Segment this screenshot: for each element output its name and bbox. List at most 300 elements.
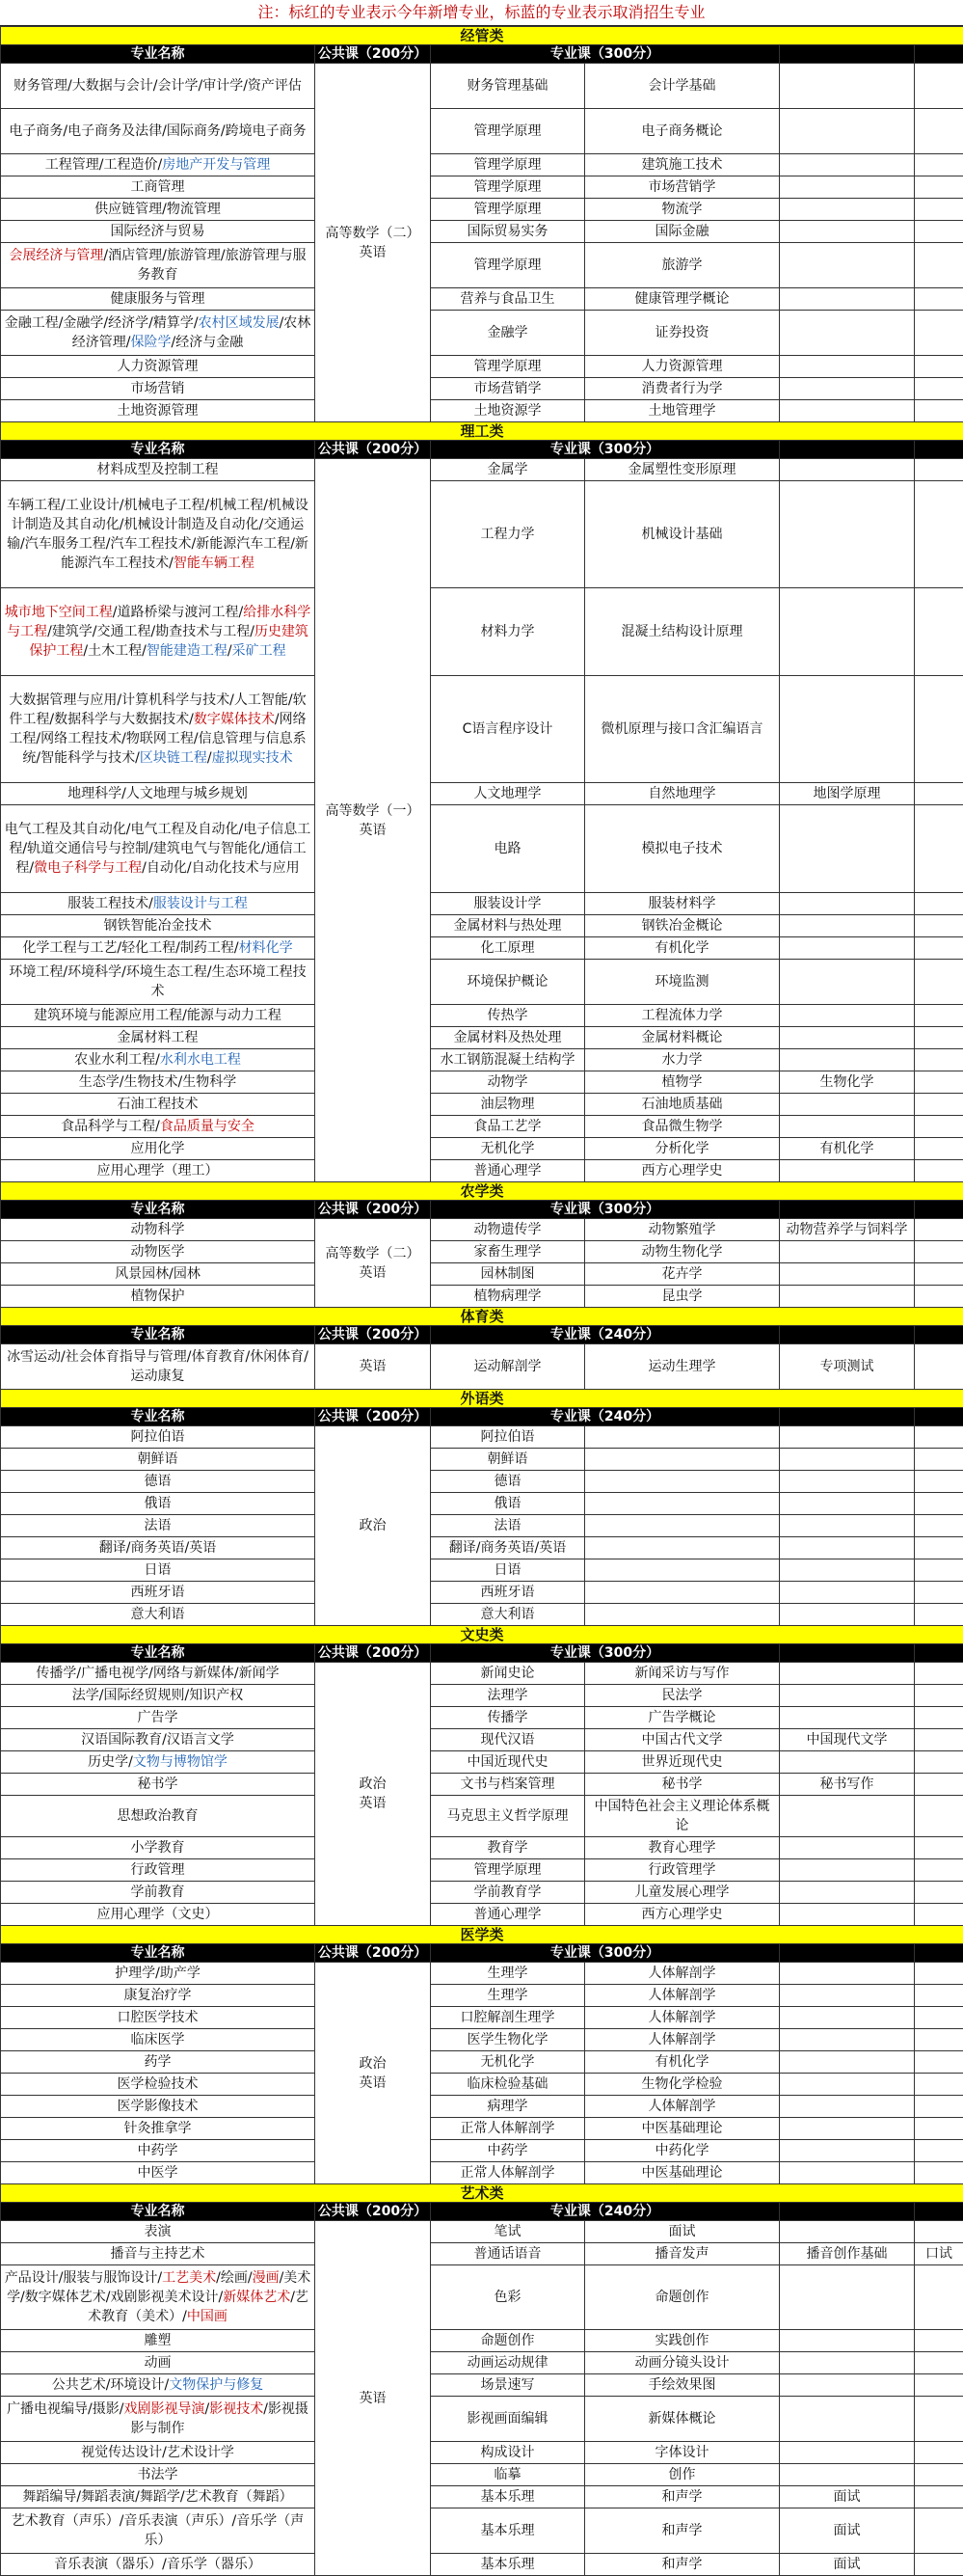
professional-course-4 — [915, 481, 963, 588]
professional-course-2: 昆虫学 — [585, 1286, 780, 1308]
major-name-cell — [1, 2096, 315, 2118]
section-title: 艺术类 — [1, 2184, 963, 2203]
professional-course-1: 意大利语 — [431, 1604, 585, 1626]
major-text: 西班牙语 — [131, 1585, 185, 1600]
professional-course-3 — [780, 2140, 915, 2162]
professional-course-4 — [915, 1138, 963, 1160]
table-row — [1, 2486, 963, 2508]
table-row — [1, 2352, 963, 2374]
major-name-cell — [1, 2442, 315, 2464]
professional-course-1: 中国近现代史 — [431, 1751, 585, 1774]
table-row — [1, 1837, 963, 1859]
professional-course-2: 和声学 — [585, 2508, 780, 2554]
major-text: 小学教育 — [131, 1840, 185, 1856]
major-text: / — [205, 2401, 210, 2417]
professional-course-4 — [915, 221, 963, 243]
new-major-text: 新媒体艺术 — [223, 2290, 290, 2305]
professional-course-4 — [915, 1604, 963, 1626]
column-header-row — [1, 1201, 963, 1219]
professional-course-1: 色彩 — [431, 2265, 585, 2330]
professional-course-1: C语言程序设计 — [431, 676, 585, 783]
professional-course-1: 生理学 — [431, 1963, 585, 1985]
professional-course-2 — [585, 1582, 780, 1604]
major-name-cell — [1, 2029, 315, 2051]
major-name-cell — [1, 1116, 315, 1138]
major-text: 书法学 — [138, 2467, 178, 2482]
professional-course-4 — [915, 1071, 963, 1094]
major-name-cell — [1, 2374, 315, 2397]
major-text: 健康服务与管理 — [111, 291, 205, 307]
cancelled-major-text: 农村区域发展 — [199, 315, 280, 331]
professional-course-4 — [915, 1515, 963, 1537]
professional-course-3 — [780, 2096, 915, 2118]
table-row — [1, 2374, 963, 2397]
major-name-cell — [1, 459, 315, 481]
table-row — [1, 2265, 963, 2330]
major-name-cell — [1, 1582, 315, 1604]
professional-course-4 — [915, 2051, 963, 2074]
professional-course-3 — [780, 2029, 915, 2051]
major-text: 艺术教育（声乐）/音乐表演（声乐）/音乐学（声乐） — [12, 2513, 304, 2548]
header-major-name: 专业名称 — [1, 441, 315, 459]
major-name-cell — [1, 2352, 315, 2374]
professional-course-2 — [585, 1604, 780, 1626]
major-name-cell — [1, 2051, 315, 2074]
cancelled-major-text: 采矿工程 — [232, 643, 286, 659]
major-name-cell — [1, 356, 315, 378]
professional-course-3 — [780, 221, 915, 243]
professional-course-2: 人体解剖学 — [585, 1963, 780, 1985]
professional-course-4 — [915, 154, 963, 176]
header-major-name: 专业名称 — [1, 1408, 315, 1426]
major-name-cell — [1, 2162, 315, 2184]
professional-course-3 — [780, 960, 915, 1005]
major-text: /经济与金融 — [172, 335, 244, 350]
professional-course-4 — [915, 1859, 963, 1882]
major-text: 应用化学 — [131, 1141, 185, 1156]
major-text: 风景园林/园林 — [115, 1266, 201, 1282]
professional-course-4 — [915, 805, 963, 893]
major-text: 人力资源管理 — [118, 359, 199, 374]
professional-course-1: 运动解剖学 — [431, 1344, 585, 1390]
professional-course-1: 日语 — [431, 1559, 585, 1582]
major-text: /影视摄影与制作 — [131, 2401, 308, 2436]
major-text: 医学影像技术 — [118, 2099, 199, 2114]
professional-course-1: 营养与食品卫生 — [431, 288, 585, 311]
major-text: 材料成型及控制工程 — [97, 462, 219, 477]
column-header-row — [1, 1408, 963, 1426]
professional-course-4 — [915, 588, 963, 676]
professional-course-3 — [780, 1027, 915, 1049]
column-header-row — [1, 2203, 963, 2221]
major-text: 音乐表演（器乐）/音乐学（器乐） — [54, 2557, 261, 2572]
major-name-cell — [1, 1796, 315, 1837]
table-row — [1, 1904, 963, 1926]
header-professional-course: 专业课（300分） — [431, 1944, 780, 1963]
major-text: 历史学/ — [88, 1754, 133, 1770]
professional-course-4 — [915, 2352, 963, 2374]
section-title-row — [1, 1926, 963, 1944]
section-title-row — [1, 2184, 963, 2203]
professional-course-4 — [915, 1751, 963, 1774]
table-row — [1, 243, 963, 288]
major-text: /自动化/自动化技术与应用 — [142, 860, 299, 876]
professional-course-2 — [585, 1559, 780, 1582]
table-row — [1, 2118, 963, 2140]
professional-course-4 — [915, 1963, 963, 1985]
major-name-cell — [1, 1663, 315, 1685]
table-row — [1, 109, 963, 154]
professional-course-4 — [915, 1904, 963, 1926]
professional-course-4 — [915, 1241, 963, 1263]
major-name-cell — [1, 2486, 315, 2508]
professional-course-2: 植物学 — [585, 1071, 780, 1094]
professional-course-1: 化工原理 — [431, 937, 585, 960]
professional-course-1: 构成设计 — [431, 2442, 585, 2464]
major-name-cell — [1, 1859, 315, 1882]
professional-course-4 — [915, 1985, 963, 2007]
professional-course-4 — [915, 109, 963, 154]
major-text: / — [207, 750, 212, 766]
table-row — [1, 2508, 963, 2554]
professional-course-2: 人体解剖学 — [585, 2007, 780, 2029]
major-text: /土木工程/ — [83, 643, 146, 659]
professional-course-3 — [780, 1286, 915, 1308]
table-row — [1, 1449, 963, 1471]
professional-course-2: 中医基础理论 — [585, 2118, 780, 2140]
professional-course-4 — [915, 1005, 963, 1027]
professional-course-2: 金属材料概论 — [585, 1027, 780, 1049]
exam-subject-table — [0, 26, 963, 2576]
professional-course-4 — [915, 1582, 963, 1604]
major-text: 法学/国际经贸规则/知识产权 — [72, 1688, 243, 1703]
major-name-cell — [1, 1071, 315, 1094]
professional-course-2: 命题创作 — [585, 2265, 780, 2330]
table-row — [1, 960, 963, 1005]
major-name-cell — [1, 1286, 315, 1308]
professional-course-2: 西方心理学史 — [585, 1160, 780, 1182]
professional-course-1: 家畜生理学 — [431, 1241, 585, 1263]
major-name-cell — [1, 805, 315, 893]
table-row — [1, 1049, 963, 1071]
major-name-cell — [1, 2140, 315, 2162]
professional-course-3: 播音创作基础 — [780, 2243, 915, 2265]
professional-course-3 — [780, 676, 915, 783]
section-title: 经管类 — [1, 27, 963, 45]
header-public-course: 公共课（200分） — [315, 1408, 431, 1426]
professional-course-3 — [780, 2051, 915, 2074]
header-professional-course: 专业课（240分） — [431, 1326, 780, 1344]
professional-course-1: 场景速写 — [431, 2374, 585, 2397]
professional-course-3 — [780, 1559, 915, 1582]
notice-text: 注：标红的专业表示今年新增专业，标蓝的专业表示取消招生专业 — [0, 0, 963, 26]
professional-course-2: 建筑施工技术 — [585, 154, 780, 176]
table-row — [1, 2442, 963, 2464]
professional-course-1: 命题创作 — [431, 2330, 585, 2352]
professional-course-1: 电路 — [431, 805, 585, 893]
table-row — [1, 1094, 963, 1116]
major-name-cell — [1, 1515, 315, 1537]
section-title: 农学类 — [1, 1182, 963, 1201]
professional-course-3 — [780, 2074, 915, 2096]
professional-course-3 — [780, 2162, 915, 2184]
professional-course-2: 新媒体概论 — [585, 2397, 780, 2442]
section-title: 医学类 — [1, 1926, 963, 1944]
professional-course-4 — [915, 2508, 963, 2554]
header-professional-course: 专业课（300分） — [431, 45, 780, 64]
professional-course-3: 专项测试 — [780, 1344, 915, 1390]
section-title: 理工类 — [1, 422, 963, 441]
header-major-name: 专业名称 — [1, 45, 315, 64]
cancelled-major-text: 文物与博物馆学 — [133, 1754, 227, 1770]
professional-course-3 — [780, 2007, 915, 2029]
public-course-subject: 英语 — [318, 2389, 427, 2408]
major-text: 思想政治教育 — [118, 1808, 199, 1824]
major-name-cell — [1, 2397, 315, 2442]
major-text: 护理学/助产学 — [115, 1966, 201, 1981]
professional-course-3 — [780, 588, 915, 676]
professional-course-2: 面试 — [585, 2221, 780, 2243]
major-text: /建筑学/交通工程/勘查技术与工程/ — [47, 624, 254, 639]
section-title-row — [1, 1626, 963, 1644]
table-row — [1, 481, 963, 588]
professional-course-2: 人体解剖学 — [585, 2029, 780, 2051]
public-course-subject: 政治 — [318, 1516, 427, 1535]
professional-course-3: 秘书写作 — [780, 1774, 915, 1796]
table-row — [1, 64, 963, 109]
professional-course-4 — [915, 2265, 963, 2330]
header-blank — [780, 1326, 915, 1344]
public-course-cell — [315, 2221, 431, 2576]
major-text: 车辆工程/工业设计/机械电子工程/机械工程/机械设计制造及其自动化/机械设计制造及自动化/交通运输/汽车服务工程/汽车工程技术/新能源汽车工程/新能源汽车工程技术/ — [7, 498, 308, 571]
professional-course-3 — [780, 2265, 915, 2330]
table-row — [1, 1582, 963, 1604]
major-text: 视觉传达设计/艺术设计学 — [81, 2445, 234, 2460]
professional-course-2: 中国特色社会主义理论体系概论 — [585, 1796, 780, 1837]
major-text: 法语 — [145, 1518, 172, 1533]
table-row — [1, 2162, 963, 2184]
section-title-row — [1, 1308, 963, 1326]
major-name-cell — [1, 199, 315, 221]
professional-course-3 — [780, 1049, 915, 1071]
major-name-cell — [1, 1882, 315, 1904]
major-text: 阿拉伯语 — [131, 1429, 185, 1445]
major-text: / — [227, 643, 232, 659]
section-title: 体育类 — [1, 1308, 963, 1326]
professional-course-2: 健康管理学概论 — [585, 288, 780, 311]
new-major-text: 中国画 — [187, 2309, 227, 2324]
professional-course-4 — [915, 1426, 963, 1449]
professional-course-3 — [780, 1963, 915, 1985]
major-text: 应用心理学（文史） — [97, 1907, 219, 1922]
professional-course-3 — [780, 1837, 915, 1859]
professional-course-1: 普通心理学 — [431, 1904, 585, 1926]
professional-course-4 — [915, 960, 963, 1005]
professional-course-3: 中国现代文学 — [780, 1729, 915, 1751]
major-name-cell — [1, 1985, 315, 2007]
professional-course-2: 会计学基础 — [585, 64, 780, 109]
major-name-cell — [1, 1707, 315, 1729]
major-name-cell — [1, 1685, 315, 1707]
professional-course-3 — [780, 2118, 915, 2140]
professional-course-3 — [780, 154, 915, 176]
major-text: 翻译/商务英语/英语 — [99, 1540, 216, 1556]
professional-course-1: 管理学原理 — [431, 1859, 585, 1882]
professional-course-3: 面试 — [780, 2554, 915, 2576]
professional-course-2: 旅游学 — [585, 243, 780, 288]
public-course-cell — [315, 1426, 431, 1626]
table-row — [1, 1604, 963, 1626]
major-name-cell — [1, 960, 315, 1005]
table-row — [1, 2074, 963, 2096]
professional-course-4 — [915, 2397, 963, 2442]
professional-course-1: 工程力学 — [431, 481, 585, 588]
major-name-cell — [1, 1604, 315, 1626]
professional-course-1: 笔试 — [431, 2221, 585, 2243]
header-major-name: 专业名称 — [1, 2203, 315, 2221]
cancelled-major-text: 材料化学 — [239, 940, 293, 956]
table-row — [1, 356, 963, 378]
professional-course-1: 水工钢筋混凝土结构学 — [431, 1049, 585, 1071]
header-blank — [780, 1408, 915, 1426]
header-major-name: 专业名称 — [1, 1644, 315, 1663]
professional-course-1: 服装设计学 — [431, 893, 585, 915]
professional-course-3 — [780, 1241, 915, 1263]
header-public-course: 公共课（200分） — [315, 2203, 431, 2221]
professional-course-3: 动物营养学与饲料学 — [780, 1219, 915, 1241]
professional-course-4 — [915, 2118, 963, 2140]
professional-course-2: 水力学 — [585, 1049, 780, 1071]
header-blank — [780, 441, 915, 459]
major-text: 植物保护 — [131, 1288, 185, 1304]
table-row — [1, 1985, 963, 2007]
professional-course-1: 文书与档案管理 — [431, 1774, 585, 1796]
professional-course-2: 秘书学 — [585, 1774, 780, 1796]
professional-course-2: 动画分镜头设计 — [585, 2352, 780, 2374]
column-header-row — [1, 441, 963, 459]
major-text: 广播电视编导/摄影/ — [7, 2401, 123, 2417]
professional-course-4 — [915, 915, 963, 937]
public-course-cell — [315, 1219, 431, 1308]
header-blank — [915, 1326, 963, 1344]
professional-course-2: 中国古代文学 — [585, 1729, 780, 1751]
major-name-cell — [1, 2464, 315, 2486]
table-row — [1, 1882, 963, 1904]
table-row — [1, 1751, 963, 1774]
new-major-text: 数字媒体技术 — [194, 712, 275, 727]
major-text: 工程管理/工程造价/ — [45, 157, 162, 173]
table-row — [1, 1493, 963, 1515]
professional-course-3 — [780, 1094, 915, 1116]
professional-course-3 — [780, 1582, 915, 1604]
cancelled-major-text: 文物保护与修复 — [169, 2377, 263, 2393]
professional-course-4 — [915, 676, 963, 783]
professional-course-2 — [585, 1493, 780, 1515]
major-text: 金融工程/金融学/经济学/精算学/ — [5, 315, 199, 331]
new-major-text: 智能车辆工程 — [174, 556, 254, 571]
professional-course-1: 俄语 — [431, 1493, 585, 1515]
professional-course-2: 西方心理学史 — [585, 1904, 780, 1926]
professional-course-4 — [915, 2221, 963, 2243]
professional-course-2: 消费者行为学 — [585, 378, 780, 400]
major-name-cell — [1, 2265, 315, 2330]
professional-course-2: 电子商务概论 — [585, 109, 780, 154]
professional-course-1: 动物学 — [431, 1071, 585, 1094]
professional-course-2: 创作 — [585, 2464, 780, 2486]
professional-course-1: 油层物理 — [431, 1094, 585, 1116]
professional-course-1: 普通心理学 — [431, 1160, 585, 1182]
major-name-cell — [1, 1471, 315, 1493]
professional-course-1: 教育学 — [431, 1837, 585, 1859]
major-text: 石油工程技术 — [118, 1097, 199, 1112]
table-row — [1, 1116, 963, 1138]
professional-course-3 — [780, 1882, 915, 1904]
major-name-cell — [1, 1263, 315, 1286]
professional-course-4 — [915, 2029, 963, 2051]
professional-course-3 — [780, 1537, 915, 1559]
professional-course-1: 材料力学 — [431, 588, 585, 676]
major-text: /网络工程/网络工程技术/物联网工程/信息管理与信息系统/智能科学与技术/ — [9, 712, 306, 766]
cancelled-major-text: 保险学 — [131, 335, 172, 350]
major-name-cell — [1, 1963, 315, 1985]
professional-course-3 — [780, 2442, 915, 2464]
table-row — [1, 893, 963, 915]
professional-course-2: 人体解剖学 — [585, 2096, 780, 2118]
header-professional-course: 专业课（300分） — [431, 1201, 780, 1219]
professional-course-3 — [780, 481, 915, 588]
professional-course-1: 人文地理学 — [431, 783, 585, 805]
table-row — [1, 676, 963, 783]
major-text: 广告学 — [138, 1710, 178, 1725]
section-title: 文史类 — [1, 1626, 963, 1644]
header-blank — [915, 1944, 963, 1963]
table-row — [1, 2096, 963, 2118]
table-row — [1, 1859, 963, 1882]
professional-course-2: 证券投资 — [585, 311, 780, 356]
major-name-cell — [1, 1904, 315, 1926]
major-text: 医学检验技术 — [118, 2076, 199, 2092]
professional-course-2: 运动生理学 — [585, 1344, 780, 1390]
professional-course-2 — [585, 1449, 780, 1471]
new-major-text: 漫画 — [253, 2270, 280, 2286]
professional-course-1: 生理学 — [431, 1985, 585, 2007]
header-blank — [780, 1201, 915, 1219]
major-name-cell — [1, 1344, 315, 1390]
table-row — [1, 1685, 963, 1707]
header-blank — [915, 441, 963, 459]
professional-course-3 — [780, 176, 915, 199]
professional-course-4 — [915, 199, 963, 221]
table-row — [1, 1426, 963, 1449]
professional-course-3 — [780, 1985, 915, 2007]
professional-course-4 — [915, 2140, 963, 2162]
header-public-course: 公共课（200分） — [315, 1944, 431, 1963]
professional-course-2: 手绘效果图 — [585, 2374, 780, 2397]
major-name-cell — [1, 400, 315, 422]
major-text: 播音与主持艺术 — [111, 2246, 205, 2262]
major-text: 日语 — [145, 1562, 172, 1578]
professional-course-4 — [915, 243, 963, 288]
major-name-cell — [1, 588, 315, 676]
table-row — [1, 199, 963, 221]
new-major-text: 食品质量与安全 — [160, 1119, 254, 1134]
major-text: 建筑环境与能源应用工程/能源与动力工程 — [34, 1008, 281, 1023]
professional-course-4 — [915, 311, 963, 356]
professional-course-4 — [915, 1493, 963, 1515]
professional-course-4 — [915, 2554, 963, 2576]
professional-course-2: 世界近现代史 — [585, 1751, 780, 1774]
professional-course-2: 食品微生物学 — [585, 1116, 780, 1138]
